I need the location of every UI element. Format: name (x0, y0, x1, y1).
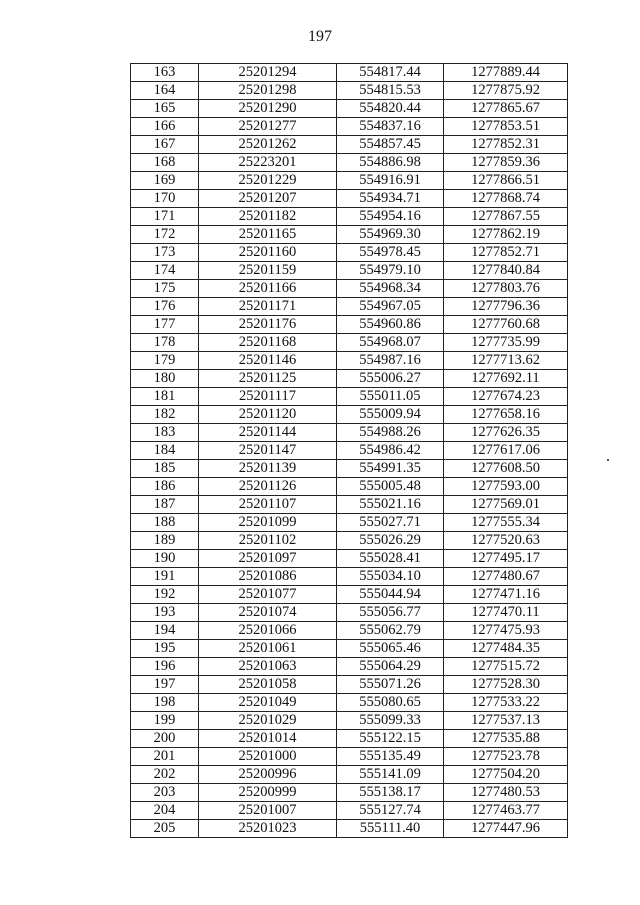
row-number-cell: 167 (131, 136, 199, 154)
x-coordinate-cell: 555056.77 (337, 604, 444, 622)
row-number-cell: 169 (131, 172, 199, 190)
row-number-cell: 170 (131, 190, 199, 208)
point-id-cell: 25201277 (199, 118, 337, 136)
point-id-cell: 25201023 (199, 820, 337, 838)
x-coordinate-cell: 554968.07 (337, 334, 444, 352)
point-id-cell: 25201058 (199, 676, 337, 694)
table-row (131, 154, 568, 172)
y-coordinate-cell: 1277593.00 (444, 478, 568, 496)
y-coordinate-cell: 1277535.88 (444, 730, 568, 748)
row-number-cell: 187 (131, 496, 199, 514)
point-id-cell: 25201290 (199, 100, 337, 118)
x-coordinate-cell: 555141.09 (337, 766, 444, 784)
point-id-cell: 25201147 (199, 442, 337, 460)
x-coordinate-cell: 555006.27 (337, 370, 444, 388)
row-number-cell: 186 (131, 478, 199, 496)
x-coordinate-cell: 554820.44 (337, 100, 444, 118)
y-coordinate-cell: 1277862.19 (444, 226, 568, 244)
y-coordinate-cell: 1277617.06 (444, 442, 568, 460)
y-coordinate-cell: 1277523.78 (444, 748, 568, 766)
table-row (131, 136, 568, 154)
y-coordinate-cell: 1277470.11 (444, 604, 568, 622)
point-id-cell: 25201000 (199, 748, 337, 766)
y-coordinate-cell: 1277859.36 (444, 154, 568, 172)
point-id-cell: 25201182 (199, 208, 337, 226)
x-coordinate-cell: 554886.98 (337, 154, 444, 172)
row-number-cell: 180 (131, 370, 199, 388)
y-coordinate-cell: 1277484.35 (444, 640, 568, 658)
row-number-cell: 189 (131, 532, 199, 550)
row-number-cell: 205 (131, 820, 199, 838)
row-number-cell: 184 (131, 442, 199, 460)
row-number-cell: 179 (131, 352, 199, 370)
point-id-cell: 25201146 (199, 352, 337, 370)
table-row (131, 478, 568, 496)
point-id-cell: 25201126 (199, 478, 337, 496)
point-id-cell: 25201086 (199, 568, 337, 586)
x-coordinate-cell: 555062.79 (337, 622, 444, 640)
table-body (131, 64, 568, 838)
y-coordinate-cell: 1277480.67 (444, 568, 568, 586)
y-coordinate-cell: 1277515.72 (444, 658, 568, 676)
x-coordinate-cell: 555071.26 (337, 676, 444, 694)
row-number-cell: 191 (131, 568, 199, 586)
y-coordinate-cell: 1277760.68 (444, 316, 568, 334)
y-coordinate-cell: 1277626.35 (444, 424, 568, 442)
point-id-cell: 25201176 (199, 316, 337, 334)
table-row (131, 352, 568, 370)
y-coordinate-cell: 1277674.23 (444, 388, 568, 406)
table-row (131, 172, 568, 190)
row-number-cell: 173 (131, 244, 199, 262)
y-coordinate-cell: 1277865.67 (444, 100, 568, 118)
point-id-cell: 25201262 (199, 136, 337, 154)
row-number-cell: 175 (131, 280, 199, 298)
y-coordinate-cell: 1277555.34 (444, 514, 568, 532)
row-number-cell: 177 (131, 316, 199, 334)
x-coordinate-cell: 554967.05 (337, 298, 444, 316)
table-row (131, 568, 568, 586)
point-id-cell: 25201049 (199, 694, 337, 712)
row-number-cell: 199 (131, 712, 199, 730)
table-row (131, 766, 568, 784)
table-row (131, 298, 568, 316)
row-number-cell: 196 (131, 658, 199, 676)
point-id-cell: 25201014 (199, 730, 337, 748)
row-number-cell: 182 (131, 406, 199, 424)
table-row (131, 730, 568, 748)
y-coordinate-cell: 1277875.92 (444, 82, 568, 100)
table-row (131, 802, 568, 820)
table-row (131, 496, 568, 514)
x-coordinate-cell: 554817.44 (337, 64, 444, 82)
y-coordinate-cell: 1277853.51 (444, 118, 568, 136)
table-row (131, 82, 568, 100)
point-id-cell: 25201144 (199, 424, 337, 442)
row-number-cell: 165 (131, 100, 199, 118)
point-id-cell: 25201294 (199, 64, 337, 82)
table-row (131, 586, 568, 604)
x-coordinate-cell: 555127.74 (337, 802, 444, 820)
row-number-cell: 195 (131, 640, 199, 658)
table-row (131, 784, 568, 802)
row-number-cell: 193 (131, 604, 199, 622)
x-coordinate-cell: 555028.41 (337, 550, 444, 568)
y-coordinate-cell: 1277796.36 (444, 298, 568, 316)
x-coordinate-cell: 555111.40 (337, 820, 444, 838)
x-coordinate-cell: 554978.45 (337, 244, 444, 262)
y-coordinate-cell: 1277471.16 (444, 586, 568, 604)
table-row (131, 262, 568, 280)
table-row (131, 622, 568, 640)
point-id-cell: 25201229 (199, 172, 337, 190)
row-number-cell: 202 (131, 766, 199, 784)
y-coordinate-cell: 1277713.62 (444, 352, 568, 370)
point-id-cell: 25201165 (199, 226, 337, 244)
x-coordinate-cell: 554979.10 (337, 262, 444, 280)
row-number-cell: 176 (131, 298, 199, 316)
row-number-cell: 194 (131, 622, 199, 640)
point-id-cell: 25200996 (199, 766, 337, 784)
x-coordinate-cell: 555009.94 (337, 406, 444, 424)
x-coordinate-cell: 555011.05 (337, 388, 444, 406)
point-id-cell: 25201125 (199, 370, 337, 388)
y-coordinate-cell: 1277867.55 (444, 208, 568, 226)
table-row (131, 64, 568, 82)
table-row (131, 226, 568, 244)
y-coordinate-cell: 1277463.77 (444, 802, 568, 820)
table-row (131, 208, 568, 226)
row-number-cell: 168 (131, 154, 199, 172)
y-coordinate-cell: 1277658.16 (444, 406, 568, 424)
point-id-cell: 25201160 (199, 244, 337, 262)
point-id-cell: 25201099 (199, 514, 337, 532)
table-row (131, 442, 568, 460)
row-number-cell: 197 (131, 676, 199, 694)
x-coordinate-cell: 554988.26 (337, 424, 444, 442)
table-row (131, 316, 568, 334)
row-number-cell: 163 (131, 64, 199, 82)
x-coordinate-cell: 554960.86 (337, 316, 444, 334)
y-coordinate-cell: 1277852.71 (444, 244, 568, 262)
x-coordinate-cell: 554991.35 (337, 460, 444, 478)
x-coordinate-cell: 555099.33 (337, 712, 444, 730)
x-coordinate-cell: 554987.16 (337, 352, 444, 370)
row-number-cell: 203 (131, 784, 199, 802)
row-number-cell: 181 (131, 388, 199, 406)
y-coordinate-cell: 1277528.30 (444, 676, 568, 694)
row-number-cell: 171 (131, 208, 199, 226)
point-id-cell: 25201166 (199, 280, 337, 298)
point-id-cell: 25201159 (199, 262, 337, 280)
row-number-cell: 172 (131, 226, 199, 244)
point-id-cell: 25201139 (199, 460, 337, 478)
row-number-cell: 185 (131, 460, 199, 478)
row-number-cell: 201 (131, 748, 199, 766)
y-coordinate-cell: 1277537.13 (444, 712, 568, 730)
row-number-cell: 204 (131, 802, 199, 820)
y-coordinate-cell: 1277495.17 (444, 550, 568, 568)
y-coordinate-cell: 1277889.44 (444, 64, 568, 82)
x-coordinate-cell: 554954.16 (337, 208, 444, 226)
table-row (131, 118, 568, 136)
y-coordinate-cell: 1277868.74 (444, 190, 568, 208)
x-coordinate-cell: 554968.34 (337, 280, 444, 298)
y-coordinate-cell: 1277504.20 (444, 766, 568, 784)
table-row (131, 406, 568, 424)
x-coordinate-cell: 555065.46 (337, 640, 444, 658)
x-coordinate-cell: 555122.15 (337, 730, 444, 748)
point-id-cell: 25201102 (199, 532, 337, 550)
x-coordinate-cell: 554986.42 (337, 442, 444, 460)
y-coordinate-cell: 1277608.50 (444, 460, 568, 478)
x-coordinate-cell: 555027.71 (337, 514, 444, 532)
table-row (131, 460, 568, 478)
table-row (131, 100, 568, 118)
x-coordinate-cell: 555064.29 (337, 658, 444, 676)
x-coordinate-cell: 554857.45 (337, 136, 444, 154)
point-id-cell: 25200999 (199, 784, 337, 802)
y-coordinate-cell: 1277533.22 (444, 694, 568, 712)
y-coordinate-cell: 1277520.63 (444, 532, 568, 550)
y-coordinate-cell: 1277569.01 (444, 496, 568, 514)
table-row (131, 388, 568, 406)
table-row (131, 244, 568, 262)
point-id-cell: 25201074 (199, 604, 337, 622)
point-id-cell: 25201168 (199, 334, 337, 352)
y-coordinate-cell: 1277866.51 (444, 172, 568, 190)
point-id-cell: 25201171 (199, 298, 337, 316)
x-coordinate-cell: 554934.71 (337, 190, 444, 208)
x-coordinate-cell: 555034.10 (337, 568, 444, 586)
coordinates-table (130, 63, 568, 838)
table-row (131, 712, 568, 730)
row-number-cell: 198 (131, 694, 199, 712)
table-row (131, 640, 568, 658)
scan-speck (607, 459, 609, 461)
table-row (131, 280, 568, 298)
x-coordinate-cell: 555135.49 (337, 748, 444, 766)
point-id-cell: 25201066 (199, 622, 337, 640)
y-coordinate-cell: 1277840.84 (444, 262, 568, 280)
table-row (131, 424, 568, 442)
row-number-cell: 178 (131, 334, 199, 352)
table-row (131, 550, 568, 568)
point-id-cell: 25201063 (199, 658, 337, 676)
table-row (131, 334, 568, 352)
x-coordinate-cell: 554837.16 (337, 118, 444, 136)
point-id-cell: 25201207 (199, 190, 337, 208)
y-coordinate-cell: 1277447.96 (444, 820, 568, 838)
row-number-cell: 166 (131, 118, 199, 136)
x-coordinate-cell: 554815.53 (337, 82, 444, 100)
x-coordinate-cell: 555021.16 (337, 496, 444, 514)
x-coordinate-cell: 555026.29 (337, 532, 444, 550)
row-number-cell: 183 (131, 424, 199, 442)
point-id-cell: 25201029 (199, 712, 337, 730)
table-row (131, 532, 568, 550)
point-id-cell: 25201117 (199, 388, 337, 406)
table-row (131, 748, 568, 766)
y-coordinate-cell: 1277735.99 (444, 334, 568, 352)
row-number-cell: 192 (131, 586, 199, 604)
point-id-cell: 25223201 (199, 154, 337, 172)
x-coordinate-cell: 554969.30 (337, 226, 444, 244)
table-row (131, 658, 568, 676)
point-id-cell: 25201007 (199, 802, 337, 820)
point-id-cell: 25201107 (199, 496, 337, 514)
table-row (131, 514, 568, 532)
x-coordinate-cell: 555080.65 (337, 694, 444, 712)
point-id-cell: 25201061 (199, 640, 337, 658)
table-row (131, 676, 568, 694)
y-coordinate-cell: 1277692.11 (444, 370, 568, 388)
point-id-cell: 25201077 (199, 586, 337, 604)
table-row (131, 604, 568, 622)
x-coordinate-cell: 555005.48 (337, 478, 444, 496)
table-row (131, 694, 568, 712)
row-number-cell: 200 (131, 730, 199, 748)
row-number-cell: 190 (131, 550, 199, 568)
point-id-cell: 25201097 (199, 550, 337, 568)
row-number-cell: 188 (131, 514, 199, 532)
y-coordinate-cell: 1277480.53 (444, 784, 568, 802)
table-row (131, 190, 568, 208)
x-coordinate-cell: 554916.91 (337, 172, 444, 190)
y-coordinate-cell: 1277475.93 (444, 622, 568, 640)
x-coordinate-cell: 555044.94 (337, 586, 444, 604)
row-number-cell: 174 (131, 262, 199, 280)
x-coordinate-cell: 555138.17 (337, 784, 444, 802)
point-id-cell: 25201298 (199, 82, 337, 100)
y-coordinate-cell: 1277803.76 (444, 280, 568, 298)
row-number-cell: 164 (131, 82, 199, 100)
table-row (131, 820, 568, 838)
point-id-cell: 25201120 (199, 406, 337, 424)
page-number: 197 (308, 28, 332, 45)
table-row (131, 370, 568, 388)
y-coordinate-cell: 1277852.31 (444, 136, 568, 154)
